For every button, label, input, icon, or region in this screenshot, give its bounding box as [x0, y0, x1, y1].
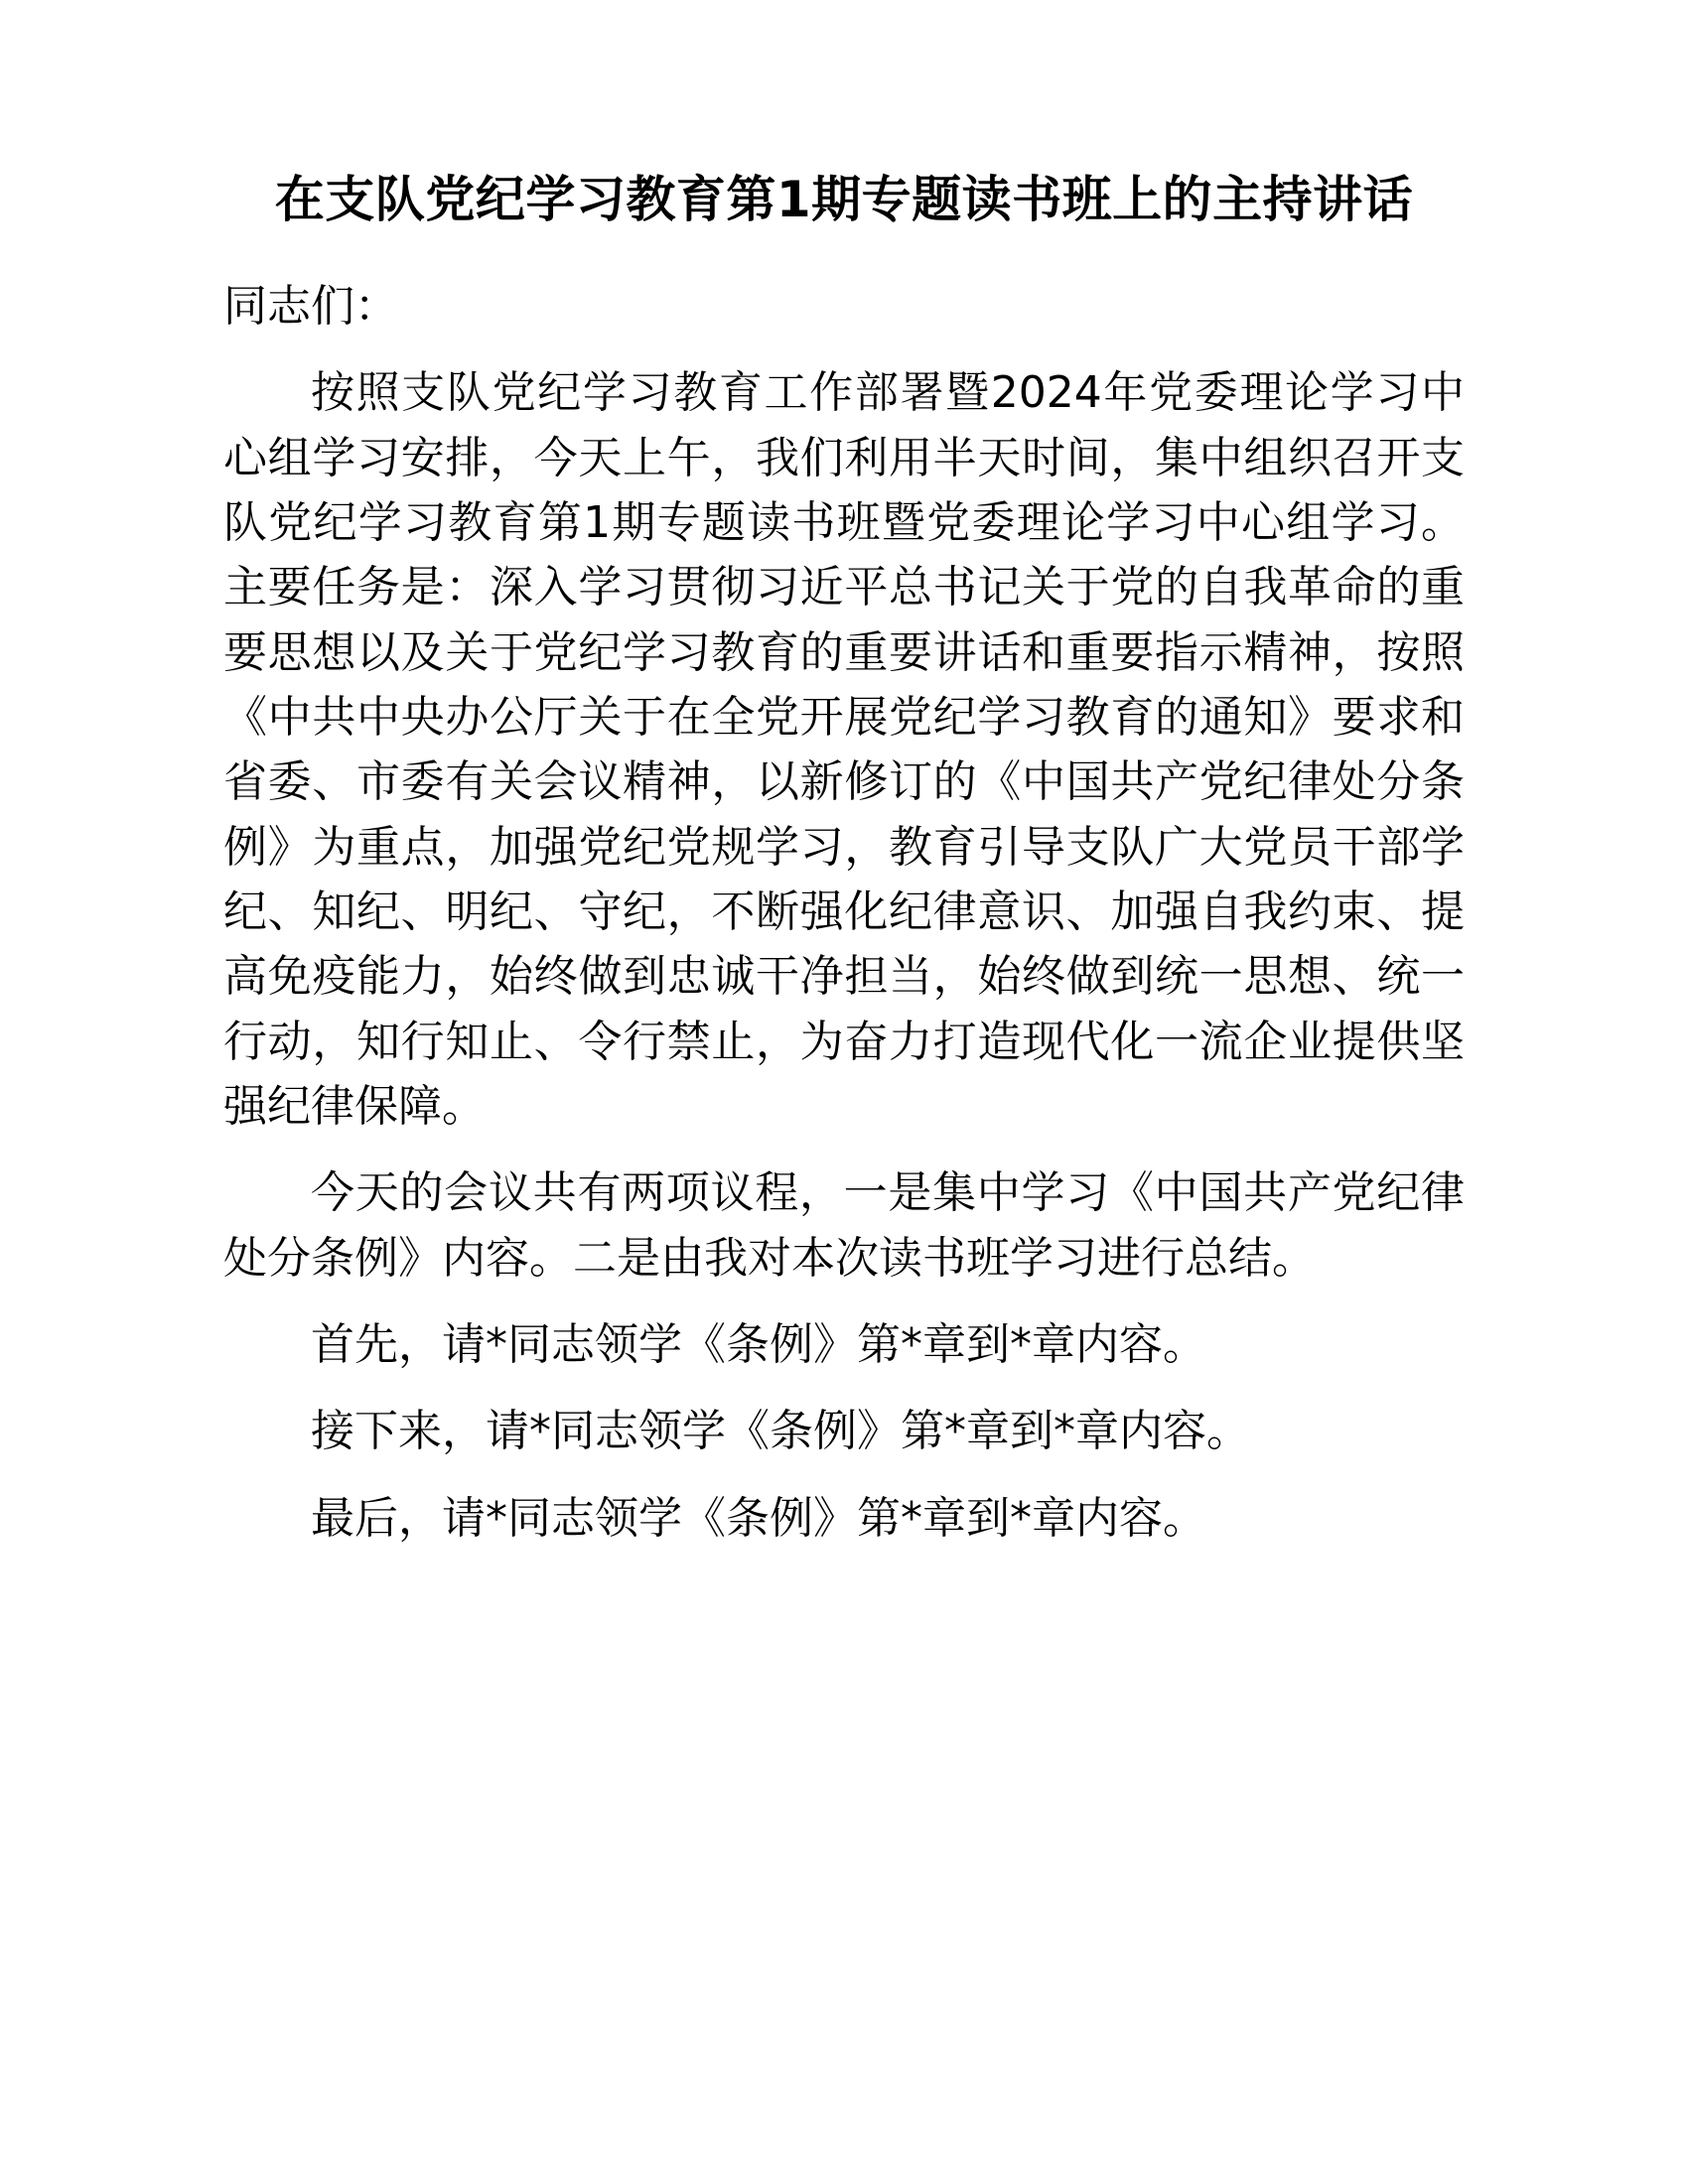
- body-paragraph-2: 今天的会议共有两项议程，一是集中学习《中国共产党纪律处分条例》内容。二是由我对本次读书班学习进行总结。: [223, 1167, 1465, 1284]
- body-paragraph-1: 按照支队党纪学习教育工作部署暨2024年党委理论学习中心组学习安排，今天上午，我们利用半天时间，集中组织召开支队党纪学习教育第1期专题读书班暨党委理论学习中心组学习。主要任务是：深入学习贯彻习近平总书记关于党的自我革命的重要思想以及关于党纪学习教育的重要讲话和重要指示精神，按照《中共中央办公厅关于在全党开展党纪学习教育的通知》要求和省委、市委有关会议精神，以新修订的《中国共产党纪律处分条例》为重点，加强党纪党规学习，教育引导支队广大党员干部学纪、知纪、明纪、守纪，不断强化纪律意识、加强自我约束、提高免疫能力，始终做到忠诚干净担当，始终做到统一思想、统一行动，知行知止、令行禁止，为奋力打造现代化一流企业提供坚强纪律保障。: [223, 367, 1465, 1132]
- salutation-paragraph: 同志们：: [223, 281, 398, 332]
- agenda-step-3: 最后，请*同志领学《条例》第*章到*章内容。: [311, 1492, 1206, 1544]
- agenda-step-2: 接下来，请*同志领学《条例》第*章到*章内容。: [311, 1406, 1250, 1457]
- document-content: [223, 0, 1465, 1551]
- page-title: 在支队党纪学习教育第1期专题读书班上的主持讲话: [274, 171, 1414, 228]
- agenda-step-1: 首先，请*同志领学《条例》第*章到*章内容。: [311, 1318, 1206, 1370]
